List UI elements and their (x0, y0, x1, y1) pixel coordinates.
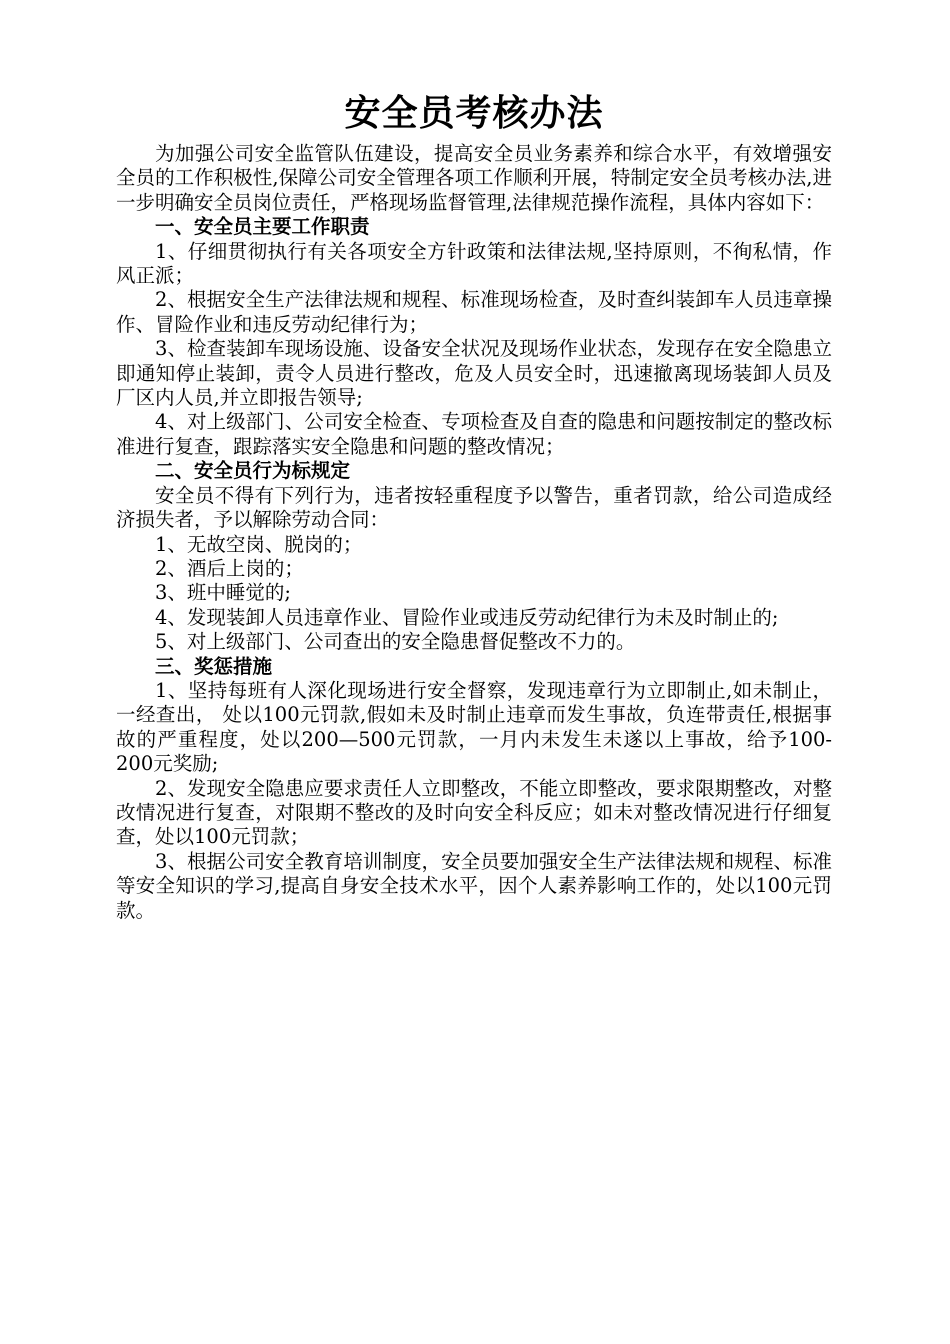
section-heading: 一、安全员主要工作职责 (155, 215, 370, 239)
section-paragraph: 1、仔细贯彻执行有关各项安全方针政策和法律法规,坚持原则，不徇私情，作风正派； (116, 239, 832, 288)
section-paragraph: 1、无故空岗、脱岗的； (155, 532, 363, 556)
section-paragraph: 3、根据公司安全教育培训制度，安全员要加强安全生产法律法规和规程、标准等安全知识的学习,提高自身安全技术水平，因个人素养影响工作的，处以100元罚款。 (116, 849, 832, 922)
section-heading: 二、安全员行为标规定 (155, 459, 351, 483)
document-title: 安全员考核办法 (344, 93, 604, 134)
section-paragraph: 4、发现装卸人员违章作业、冒险作业或违反劳动纪律行为未及时制止的; (155, 605, 779, 629)
section-rewards-penalties (116, 655, 832, 923)
section-paragraph: 2、根据安全生产法律法规和规程、标准现场检查，及时查纠装卸车人员违章操作、冒险作业和违反劳动纪律行为； (116, 288, 832, 336)
section-duties (116, 215, 832, 459)
section-paragraph: 5、对上级部门、公司查出的安全隐患督促整改不力的。 (155, 630, 636, 654)
section-paragraph: 4、对上级部门、公司安全检查、专项检查及自查的隐患和问题按制定的整改标准进行复查，跟踪落实安全隐患和问题的整改情况； (116, 410, 832, 458)
section-paragraph: 2、发现安全隐患应要求责任人立即整改，不能立即整改，要求限期整改，对整改情况进行复查，对限期不整改的及时向安全科反应；如未对整改情况进行仔细复查，处以100元罚款； (116, 776, 832, 849)
section-heading: 三、奖惩措施 (155, 654, 273, 678)
intro-paragraph: 为加强公司安全监管队伍建设，提高安全员业务素养和综合水平，有效增强安全员的工作积极性,保障公司安全管理各项工作顺利开展，特制定安全员考核办法,进一步明确安全员岗位责任，严格现场监督管理,法律规范操作流程，具体内容如下： (116, 142, 832, 214)
section-paragraph: 3、班中睡觉的; (155, 581, 291, 605)
document-page (116, 92, 832, 923)
section-conduct-rules (116, 459, 832, 654)
section-paragraph: 2、酒后上岗的； (155, 556, 304, 580)
section-paragraph: 安全员不得有下列行为，违者按轻重程度予以警告，重者罚款，给公司造成经济损失者，予以解除劳动合同： (116, 483, 832, 532)
section-paragraph: 1、坚持每班有人深化现场进行安全督察，发现违章行为立即制止,如未制止，一经查出， 处以100元罚款,假如未及时制止违章而发生事故，负连带责任,根据事故的严重程度，处以200—500元罚款，一月内未发生未遂以上事故，给予100-200元奖励; (116, 678, 832, 776)
section-paragraph: 3、检查装卸车现场设施、设备安全状况及现场作业状态，发现存在安全隐患立即通知停止装卸，责令人员进行整改，危及人员安全时，迅速撤离现场装卸人员及厂区内人员,并立即报告领导; (116, 337, 832, 410)
